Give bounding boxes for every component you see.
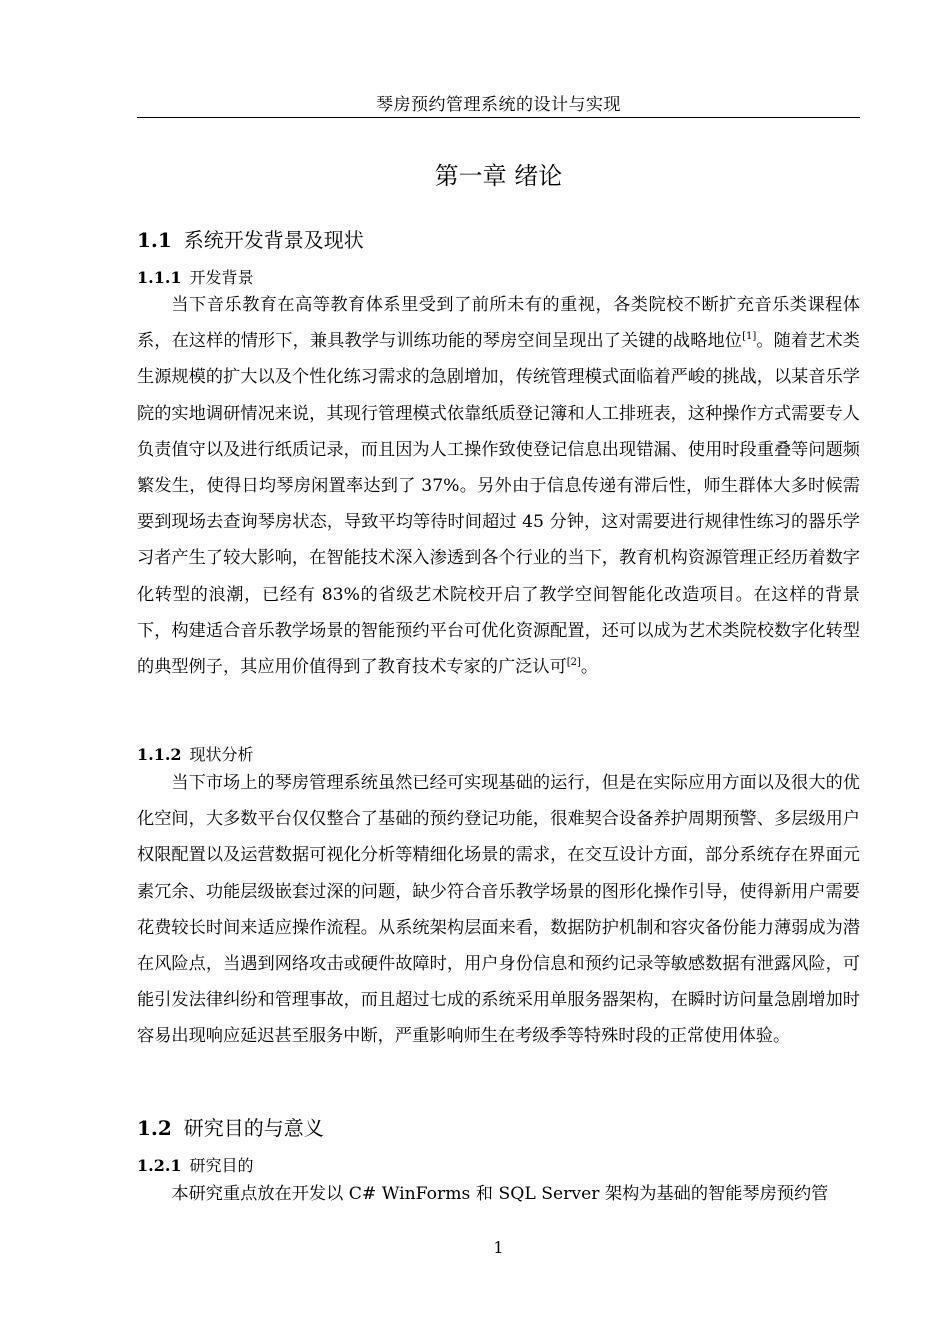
paragraph-research-purpose: 本研究重点放在开发以 C# WinForms 和 SQL Server 架构为基础的智能琴房预约管 [171, 1184, 829, 1204]
paragraph-text: 当下音乐教育在高等教育体系里受到了前所未有的重视，各类院校不断扩充音乐类课程体系，在这样的情形下，兼具教学与训练功能的琴房空间呈现出了关键的战略地位 [137, 295, 860, 352]
header-rule [137, 117, 860, 118]
running-header: 琴房预约管理系统的设计与实现 [376, 95, 621, 115]
subsection-number: 1.2.1 [137, 1156, 182, 1175]
paragraph-status-analysis: 当下市场上的琴房管理系统虽然已经可实现基础的运行，但是在实际应用方面以及很大的优化空间，大多数平台仅仅整合了基础的预约登记功能，很难契合设备养护周期预警、多层级用户权限配置以及运营数据可视化分析等精细化场景的需求，在交互设计方面，部分系统存在界面元素冗余、功能层级嵌套过深的问题，缺少符合音乐教学场景的图形化操作引导，使得新用户需要花费较长时间来适应操作流程。从系统架构层面来看，数据防护机制和容灾备份能力薄弱成为潜在风险点，当遇到网络攻击或硬件故障时，用户身份信息和预约记录等敏感数据有泄露风险，可能引发法律纠纷和管理事故，而且超过七成的系统采用单服务器架构，在瞬时访问量急剧增加时容易出现响应延迟甚至服务中断，严重影响师生在考级季等特殊时段的正常使用体验。 [137, 773, 860, 1047]
section-number: 1.1 [137, 228, 172, 252]
section-title: 研究目的与意义 [183, 1116, 324, 1140]
paragraph-background [137, 287, 860, 685]
subsection-heading-1-1-1 [137, 265, 254, 288]
section-heading-1-2 [137, 1112, 324, 1141]
paragraph-text: 。随着艺术类生源规模的扩大以及个性化练习需求的急剧增加，传统管理模式面临着严峻的挑战，以某音乐学院的实地调研情况来说，其现行管理模式依靠纸质登记簿和人工排班表，这种操作方式需要专人负责值守以及进行纸质记录，而且因为人工操作致使登记信息出现错漏、使用时段重叠等问题频繁发生，使得日均琴房闲置率达到了 37%。另外由于信息传递有滞后性，师生群体大多时候需要到现场去查询琴房状态，导致平均等待时间超过 45 分钟，这对需要进行规律性练习的器乐学习者产生了较大影响，在智能技术深入渗透到各个行业的当下，教育机构资源管理正经历着数字化转型的浪潮，已经有 83%的省级艺术院校开启了教学空间智能化改造项目。在这样的背景下，构建适合音乐教学场景的智能预约平台可优化资源配置，还可以成为艺术类院校数字化转型的典型例子，其应用价值得到了教育技术专家的广泛认可 [137, 331, 860, 678]
subsection-number: 1.1.1 [137, 268, 182, 287]
citation: [1] [742, 331, 757, 343]
subsection-title: 开发背景 [189, 268, 254, 287]
citation: [2] [566, 657, 581, 669]
subsection-title: 现状分析 [189, 745, 254, 764]
section-title: 系统开发背景及现状 [183, 228, 364, 252]
subsection-number: 1.1.2 [137, 745, 182, 764]
section-heading-1-1 [137, 224, 364, 253]
subsection-heading-1-2-1 [137, 1153, 254, 1176]
chapter-title: 第一章 绪论 [434, 162, 563, 190]
subsection-title: 研究目的 [189, 1156, 254, 1175]
paragraph-text: 。 [580, 657, 599, 678]
section-number: 1.2 [137, 1116, 172, 1140]
subsection-heading-1-1-2 [137, 742, 254, 765]
page-number: 1 [493, 1238, 504, 1257]
